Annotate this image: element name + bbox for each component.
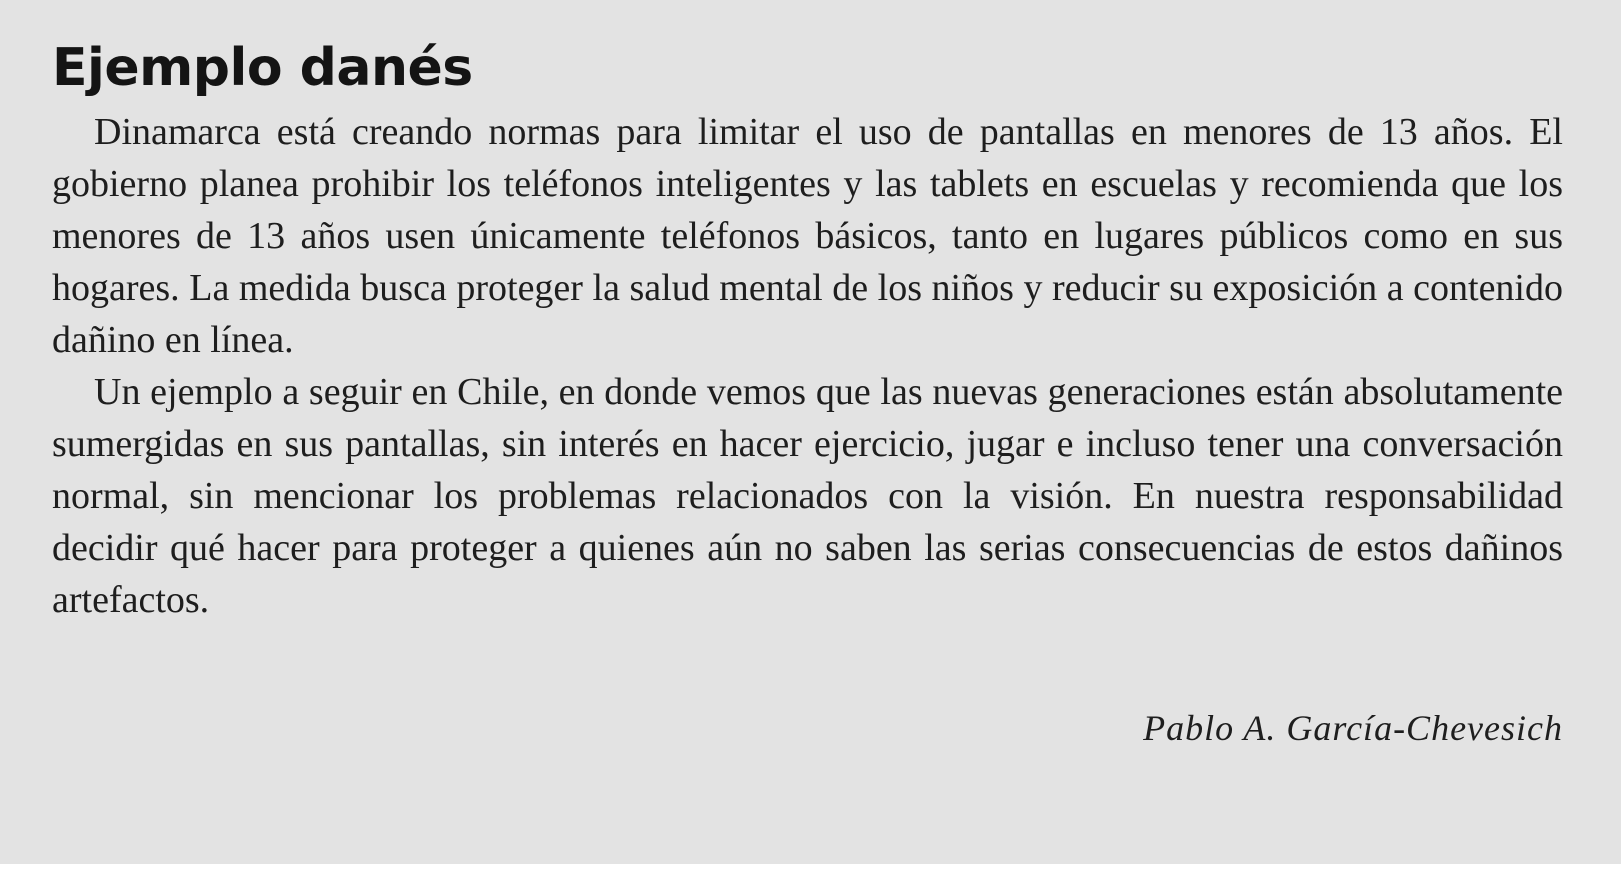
author-signature: Pablo A. García-Chevesich — [1143, 708, 1563, 748]
paragraph-2: Un ejemplo a seguir en Chile, en donde vemos que las nuevas generaciones están absolutamente sumergidas en sus pantallas, sin interés en hacer ejercicio, jugar e incluso tener una conversación normal, sin mencionar los problemas relacionados con la visión. En nuestra responsabilidad decidir qué hacer para proteger a quienes aún no saben las serias consecuencias de estos dañinos artefactos. — [52, 371, 1563, 621]
letter-title: Ejemplo danés — [52, 38, 473, 98]
paragraph-1: Dinamarca está creando normas para limitar el uso de pantallas en menores de 13 años. El gobierno planea prohibir los teléfonos inteligentes y las tablets en escuelas y recomienda que los menores de 13 años usen únicamente teléfonos básicos, tanto en lugares públicos como en sus hogares. La medida busca proteger la salud mental de los niños y reducir su exposición a contenido dañino en línea. — [52, 111, 1563, 361]
